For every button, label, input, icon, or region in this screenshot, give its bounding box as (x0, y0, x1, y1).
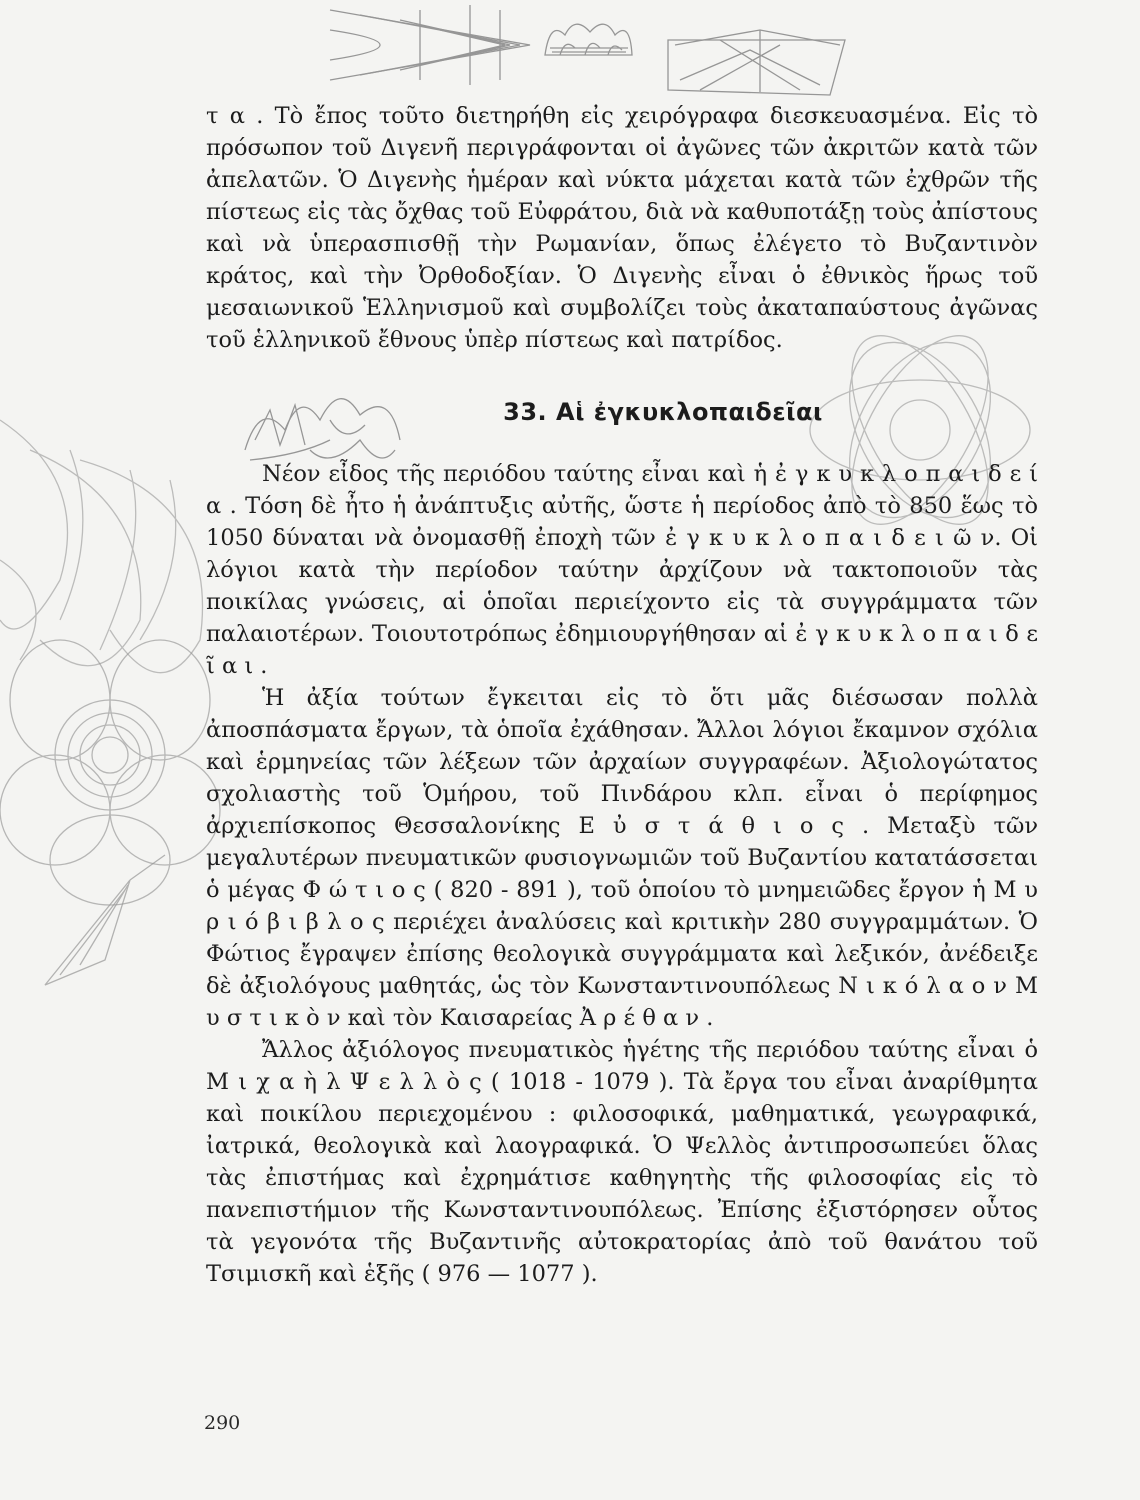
section-heading: 33. Αἱ ἐγκυκλοπαιδεῖαι (503, 398, 823, 426)
paragraph-value-photios: Ἡ ἀξία τούτων ἔγκειται εἰς τὸ ὅτι μᾶς διέσωσαν πολλὰ ἀποσπάσματα ἔργων, τὰ ὁποῖα ἐχάθησαν. Ἄλλοι λόγιοι ἔκαμνον σχόλια καὶ ἑρμηνείας τῶν λέξεων τῶν ἀρχαίων συγγραφέων. Ἀξιολογώτατος σχολιαστὴς τοῦ Ὁμήρου, τοῦ Πινδάρου κλπ. εἶναι ὁ περίφημος ἀρχιεπίσκοπος Θεσσαλονίκης Ε ὐ σ τ ά θ ι ο ς . Μεταξὺ τῶν μεγαλυτέρων πνευματικῶν φυσιογνωμιῶν τοῦ Βυζαντίου κατατάσσεται ὁ μέγας Φ ώ τ ι ο ς ( 820 - 891 ), τοῦ ὁποίου τὸ μνημειῶδες ἔργον ἡ Μ υ ρ ι ό β ι β λ ο ς περιέχει ἀναλύσεις καὶ κριτικὴν 280 συγγραμμάτων. Ὁ Φώτιος ἔγραψεν ἐπίσης θεολογικὰ συγγράμματα καὶ λεξικόν, ἀνέδειξε δὲ ἀξιολόγους μαθητάς, ὡς τὸν Κωνσταντινουπόλεως Ν ι κ ό λ α ο ν Μ υ σ τ ι κ ὸ ν καὶ τὸν Καισαρείας Ἀ ρ έ θ α ν . (206, 685, 1038, 1031)
top-fan-doodle (330, 5, 530, 85)
paragraph-digenis: τ α . Τὸ ἔπος τοῦτο διετηρήθη εἰς χειρόγραφα διεσκευασμένα. Εἰς τὸ πρόσωπον τοῦ Διγενῆ περιγράφονται οἱ ἀγῶνες τῶν ἀκριτῶν κατὰ τῶν ἀπελατῶν. Ὁ Διγενὴς ἡμέραν καὶ νύκτα μάχεται κατὰ τῶν ἐχθρῶν τῆς πίστεως εἰς τὰς ὄχθας τοῦ Εὐφράτου, διὰ νὰ καθυποτάξῃ τοὺς ἀπίστους καὶ νὰ ὑπερασπισθῇ τὴν Ρωμανίαν, ὅπως ἐλέγετο τὸ Βυζαντινὸν κράτος, καὶ τὴν Ὀρθοδοξίαν. Ὁ Διγενὴς εἶναι ὁ ἐθνικὸς ἥρως τοῦ μεσαιωνικοῦ Ἑλληνισμοῦ καὶ συμβολίζει τοὺς ἀκαταπαύστους ἀγῶνας τοῦ ἑλληνικοῦ ἔθνους ὑπὲρ πίστεως καὶ πατρίδος. (206, 103, 1038, 353)
top-right-arrow-doodle (668, 30, 845, 95)
page-number: 290 (204, 1412, 241, 1434)
page-text-block (206, 100, 1038, 1290)
left-petals-doodle (0, 420, 203, 673)
top-crown-doodle (545, 24, 632, 55)
left-arrow-doodle (45, 855, 165, 985)
paragraph-encyclopedias: Νέον εἶδος τῆς περιόδου ταύτης εἶναι καὶ ἡ ἐ γ κ υ κ λ ο π α ι δ ε ί α . Τόση δὲ ἦτο ἡ ἀνάπτυξις αὐτῆς, ὥστε ἡ περίοδος ἀπὸ τὸ 850 ἕως τὸ 1050 δύναται νὰ ὀνομασθῇ ἐποχὴ τῶν ἐ γ κ υ κ λ ο π α ι δ ε ι ῶ ν. Οἱ λόγιοι κατὰ τὴν περίοδον ταύτην ἀρχίζουν νὰ τακτοποιοῦν τὰς ποικίλας γνώσεις, αἱ ὁποῖαι περιείχοντο εἰς τὰ συγγράμματα τῶν παλαιοτέρων. Τοιουτοτρόπως ἐδημιουργήθησαν αἱ ἐ γ κ υ κ λ ο π α ι δ ε ῖ α ι . (206, 461, 1038, 679)
paragraph-psellos: Ἄλλος ἀξιόλογος πνευματικὸς ἡγέτης τῆς περιόδου ταύτης εἶναι ὁ Μ ι χ α ὴ λ Ψ ε λ λ ὸ ς ( 1018 - 1079 ). Τὰ ἔργα του εἶναι ἀναρίθμητα καὶ ποικίλου περιεχομένου : φιλοσοφικά, μαθηματικά, γεωγραφικά, ἰατρικά, θεολογικὰ καὶ λαογραφικά. Ὁ Ψελλὸς ἀντιπροσωπεύει ὅλας τὰς ἐπιστήμας καὶ ἐχρημάτισε καθηγητὴς τῆς φιλοσοφίας εἰς τὸ πανεπιστήμιον τῆς Κωνσταντινουπόλεως. Ἐπίσης ἐξιστόρησεν οὗτος τὰ γεγονότα τῆς Βυζαντινῆς αὐτοκρατορίας ἀπὸ τοῦ θανάτου τοῦ Τσιμισκῆ καὶ ἑξῆς ( 976 — 1077 ). (206, 1037, 1038, 1287)
left-spiral-flower-doodle (0, 640, 220, 905)
